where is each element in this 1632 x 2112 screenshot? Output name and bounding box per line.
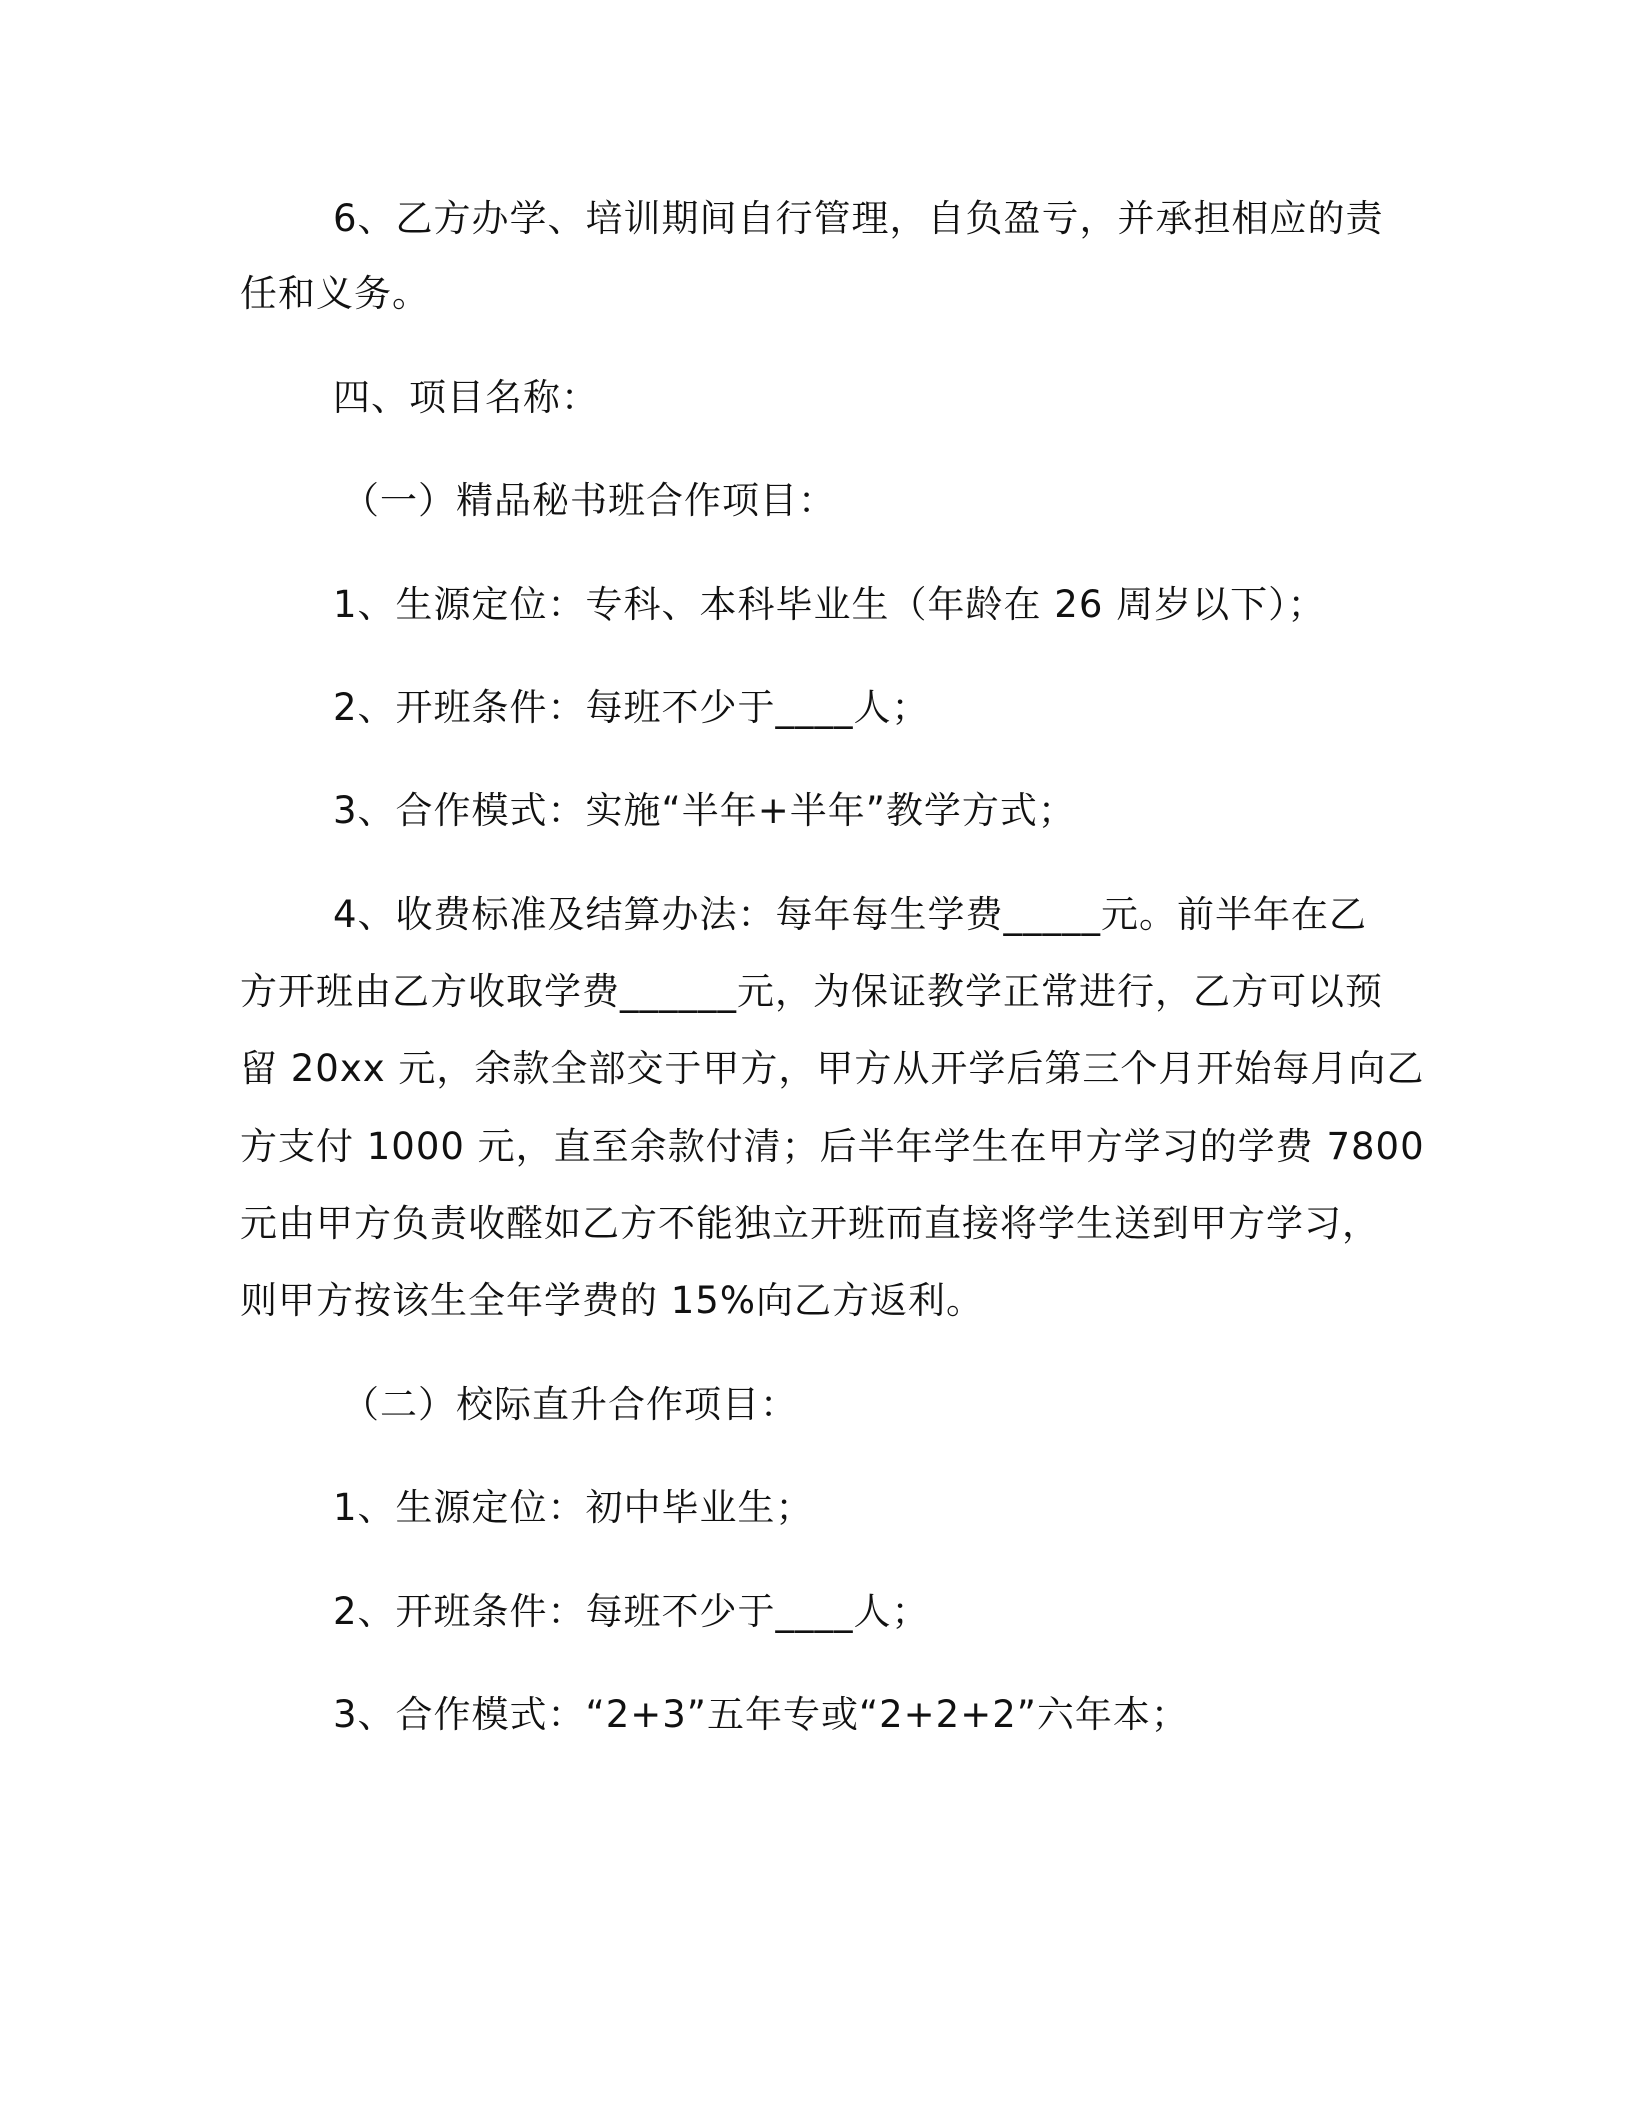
paragraph-line: 方开班由乙方收取学费______元，为保证教学正常进行，乙方可以预 <box>240 970 1383 1013</box>
paragraph-line: 6、乙方办学、培训期间自行管理，自负盈亏，并承担相应的责 <box>333 197 1384 240</box>
paragraph-line: 方支付 1000 元，直至余款付清；后半年学生在甲方学习的学费 7800 <box>240 1125 1425 1168</box>
paragraph-line: 元由甲方负责收醛如乙方不能独立开班而直接将学生送到甲方学习， <box>240 1202 1380 1245</box>
paragraph-line: 则甲方按该生全年学费的 15%向乙方返利。 <box>240 1279 984 1322</box>
subsection-heading: （二）校际直升合作项目： <box>342 1383 798 1426</box>
paragraph-line: 任和义务。 <box>240 272 430 315</box>
section-heading: 四、项目名称： <box>333 376 599 419</box>
paragraph-line: 1、生源定位：专科、本科毕业生（年龄在 26 周岁以下）； <box>333 583 1326 626</box>
subsection-heading: （一）精品秘书班合作项目： <box>342 479 836 522</box>
paragraph-line: 3、合作模式：实施“半年+半年”教学方式； <box>333 789 1076 832</box>
paragraph-line: 2、开班条件：每班不少于____人； <box>333 686 930 729</box>
paragraph-line: 3、合作模式：“2+3”五年专或“2+2+2”六年本； <box>333 1693 1189 1736</box>
paragraph-line: 1、生源定位：初中毕业生； <box>333 1486 814 1529</box>
paragraph-line: 留 20xx 元，余款全部交于甲方，甲方从开学后第三个月开始每月向乙 <box>240 1047 1425 1090</box>
paragraph-line: 2、开班条件：每班不少于____人； <box>333 1590 930 1633</box>
paragraph-line: 4、收费标准及结算办法：每年每生学费_____元。前半年在乙 <box>333 893 1368 936</box>
